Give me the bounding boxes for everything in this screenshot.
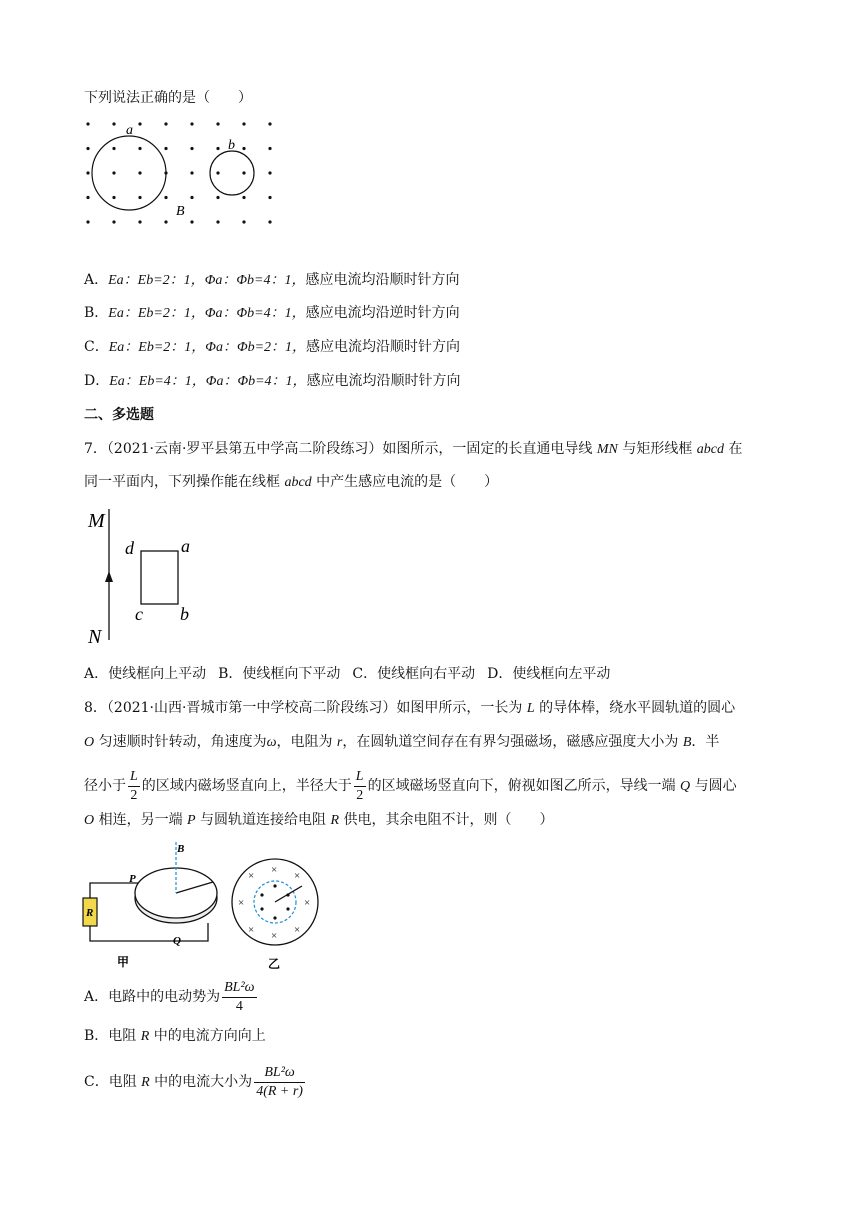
field-dot [242,171,245,174]
field-dot [112,147,115,150]
q8-option-a: A．电路中的电动势为 $\frac{\text{BL²ω}}{4}$ [84,979,255,1014]
q6-label-b: b [228,138,235,153]
section-heading: 二、多选题 [84,407,154,423]
field-dot [190,196,193,199]
q6-stem: 下列说法正确的是（ ） [84,90,252,106]
q6-option-c: C．Ea：Eb=2：1，Φa：Φb=2：1，感应电流均沿顺时针方向 [84,339,461,355]
q6-figure [80,118,280,228]
field-dot [268,220,271,223]
q8-label-P: P [129,873,136,885]
field-dot [190,171,193,174]
field-dot [138,220,141,223]
q8-label-Q: Q [173,935,181,947]
field-dot [86,220,89,223]
q7-label-M: M [88,510,105,532]
q7-label-b: b [180,604,189,624]
field-cross-down: × [271,930,278,942]
frac-current: $\frac{\text{BL²ω}}{4(R + r)}$ [256,1064,303,1099]
field-dot [268,196,271,199]
q7-stem-line1: 7．（2021·云南·罗平县第五中学高二阶段练习）如图所示，一固定的长直通电导线 MN 与矩形线框 abcd 在 [84,441,743,457]
field-dot [242,220,245,223]
q8-stem-line3: 径小于 $\frac{L}{2}$ 的区域内磁场竖直向上，半径大于 $\frac{L}{2}$ 的区域磁场竖直向下，俯视如图乙所示，导线一端 Q 与圆心 [84,768,737,803]
field-dot [242,122,245,125]
field-dot-up [273,916,276,919]
field-dot [112,122,115,125]
field-dot [86,122,89,125]
field-cross-down: × [304,897,311,909]
field-dot [138,196,141,199]
field-dot [86,147,89,150]
q7-label-a: a [181,536,190,556]
q7-stem-line2: 同一平面内，下列操作能在线框 abcd 中产生感应电流的是（ ） [84,474,499,490]
field-dot [190,220,193,223]
field-dot [112,171,115,174]
field-dot [242,196,245,199]
field-dot [268,147,271,150]
field-dot [216,122,219,125]
field-cross-down: × [248,924,255,936]
q8-stem-line2: O 匀速顺时针转动，角速度为ω，电阻为 r，在圆轨道空间存在有界匀强磁场，磁感应强度大小为 B．半 [84,734,720,750]
q7-label-c: c [135,604,143,624]
field-dot [242,147,245,150]
field-cross-down: × [248,870,255,882]
field-dot [138,122,141,125]
q8-figure-jia [80,840,230,970]
q6-option-d: D．Ea：Eb=4：1，Φa：Φb=4：1，感应电流均沿顺时针方向 [84,373,461,389]
q6-label-a: a [126,123,133,138]
q7-figure [84,505,204,648]
q6-option-a: A．Ea：Eb=2：1，Φa：Φb=4：1，感应电流均沿顺时针方向 [84,272,460,288]
field-dot [164,196,167,199]
field-dot-up [273,884,276,887]
field-cross-down: × [238,897,245,909]
frac-emf: $\frac{\text{BL²ω}}{4}$ [224,979,255,1014]
field-dot [164,122,167,125]
field-dot [216,196,219,199]
q7-label-d: d [125,538,134,558]
field-dot-up [260,893,263,896]
q8-label-B: B [177,843,185,855]
frac-L-over-2-b: $\frac{L}{2}$ [355,768,364,803]
q8-option-c: C．电阻 R 中的电流大小为 $\frac{\text{BL²ω}}{4(R + r)}$ [84,1064,303,1099]
field-dot [216,171,219,174]
field-dot [86,196,89,199]
field-dot [268,171,271,174]
field-dot [112,196,115,199]
q8-label-yi: 乙 [268,957,281,971]
field-cross-down: × [294,924,301,936]
q8-option-b: B．电阻 R 中的电流方向向上 [84,1028,266,1044]
field-dot [190,147,193,150]
field-dot [216,147,219,150]
q8-label-R: R [86,907,94,919]
field-dot [164,220,167,223]
field-dot-up [260,907,263,910]
field-dot [138,171,141,174]
q8-stem-line1: 8．（2021·山西·晋城市第一中学校高二阶段练习）如图甲所示，一长为 L 的导体棒，绕水平圆轨道的圆心 [84,700,736,716]
field-dot-up [286,907,289,910]
field-dot [112,220,115,223]
field-dot [190,122,193,125]
field-dot [138,147,141,150]
q6-option-b: B．Ea：Eb=2：1，Φa：Φb=4：1，感应电流均沿逆时针方向 [84,305,460,321]
field-dot [268,122,271,125]
q6-label-B: B [176,204,185,219]
frac-L-over-2: $\frac{L}{2}$ [130,768,138,803]
q8-label-jia: 甲 [117,955,130,969]
q8-figure-yi [228,850,328,970]
field-cross-down: × [294,870,301,882]
field-cross-down: × [271,864,278,876]
field-dot [164,147,167,150]
q7-options: A．使线框向上平动 B．使线框向下平动 C．使线框向右平动 D．使线框向左平动 [84,666,611,682]
field-dot [216,220,219,223]
q8-stem-line4: O 相连，另一端 P 与圆轨道连接给电阻 R 供电，其余电阻不计，则（ ） [84,812,554,828]
q7-label-N: N [88,626,102,648]
field-dot [86,171,89,174]
